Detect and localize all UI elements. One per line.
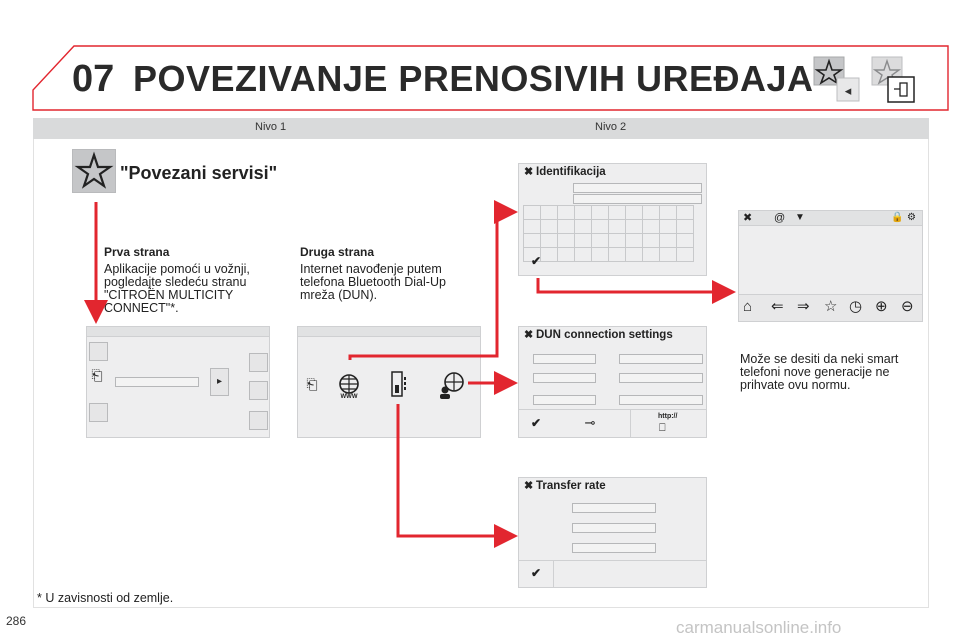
phone-link-icon[interactable]: ⎕: [659, 422, 666, 434]
first-page-title: Prva strana: [104, 245, 170, 259]
watermark: carmanualsonline.info: [676, 618, 842, 637]
settings-icon[interactable]: ⚙: [907, 212, 916, 223]
identification-title: Identifikacija: [536, 166, 606, 178]
footnote: * U zavisnosti od zemlje.: [37, 591, 174, 605]
close-icon[interactable]: ✖: [524, 480, 534, 492]
close-icon[interactable]: ✖: [524, 329, 534, 341]
clock-icon[interactable]: ◷: [849, 298, 863, 315]
reload-icon[interactable]: @: [774, 212, 786, 224]
level-1-label: Nivo 1: [255, 121, 287, 133]
back-arrow-icon[interactable]: ⇐: [771, 298, 784, 315]
home-icon[interactable]: ⌂: [743, 298, 753, 315]
arrow-to-browser: [538, 278, 730, 292]
dun-settings-title: DUN connection settings: [536, 329, 673, 341]
transfer-rate-title: Transfer rate: [536, 480, 606, 492]
check-icon[interactable]: ✔: [531, 566, 542, 580]
close-icon[interactable]: ✖: [524, 166, 534, 178]
arrow-to-transfer-rate: [398, 404, 512, 536]
check-icon[interactable]: ✔: [531, 254, 542, 268]
arrow-to-identification: [350, 212, 512, 360]
zoom-in-icon[interactable]: ⊕: [875, 298, 888, 315]
second-page-body: Internet navođenje putem telefona Bluetooth Dial-Up mreža (DUN).: [300, 262, 446, 302]
compatibility-note: Može se desiti da neki smart telefoni nove generacije ne prihvate ovu normu.: [740, 352, 899, 392]
check-icon[interactable]: ✔: [531, 416, 542, 430]
phone-link-icon[interactable]: ⎗: [306, 376, 318, 392]
lock-icon[interactable]: 🔒: [891, 212, 904, 223]
url-label: http://: [658, 413, 678, 420]
zoom-out-icon[interactable]: ⊖: [901, 298, 914, 315]
next-page-button[interactable]: ▸: [210, 368, 229, 396]
svg-text:WWW: WWW: [340, 394, 358, 399]
key-icon[interactable]: ⊸: [584, 415, 596, 430]
svg-text:◂: ◂: [844, 83, 852, 98]
level-2-label: Nivo 2: [595, 121, 627, 133]
close-icon[interactable]: ✖: [743, 212, 753, 224]
chapter-number: 07: [72, 58, 115, 100]
page-title: POVEZIVANJE PRENOSIVIH UREĐAJA: [133, 58, 814, 99]
section-title: "Povezani servisi": [120, 163, 278, 183]
dropdown-arrow-icon[interactable]: ▼: [795, 212, 805, 223]
phone-link-icon[interactable]: ⎗: [91, 367, 103, 383]
favorite-star-icon[interactable]: ☆: [824, 298, 838, 315]
page-number: 286: [6, 614, 27, 628]
second-page-title: Druga strana: [300, 245, 375, 259]
first-page-body: Aplikacije pomoći u vožnji, pogledajte sledeću stranu "CITROËN MULTICITY CONNECT"*.: [104, 262, 250, 315]
forward-arrow-icon[interactable]: ⇒: [797, 298, 810, 315]
